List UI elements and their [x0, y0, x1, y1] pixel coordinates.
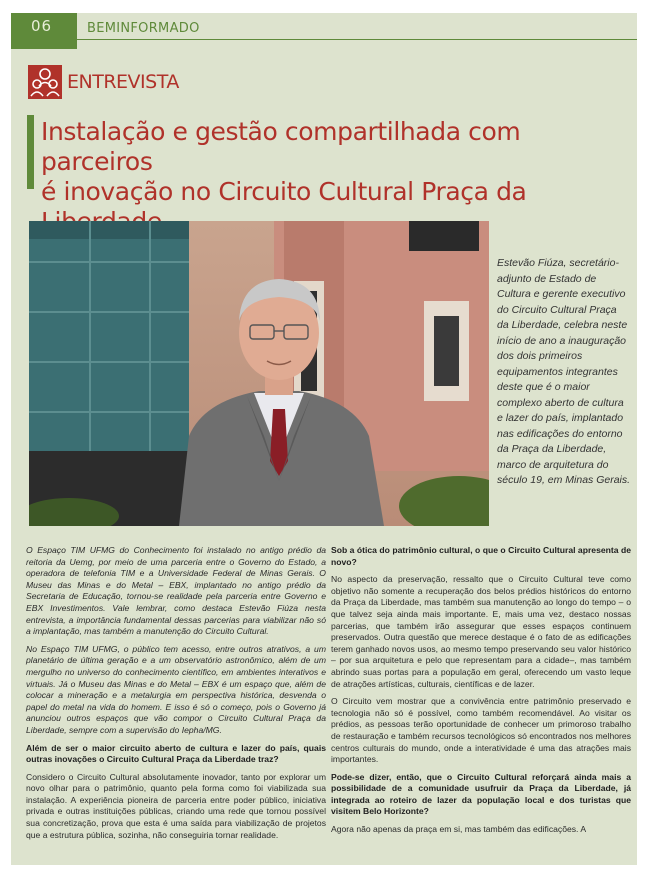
article-column-left: [26, 545, 326, 847]
intro-paragraph-2: No Espaço TIM UFMG, o público tem acesso, entre outros atrativos, a um planetário de última geração e a um observatório astronômico, além de um mergulho no universo do conhecimento científico, em ambientes interativos e virtuais. Já o Museu das Minas e do Metal – EBX é um espaço que, além de colocar a mineração e a metalurgia em perspectiva histórica, desvenda o papel do metal na vida do homem. E isso é só o começo, pois o Governo já anunciou outros espaços que vão compor o Circuito Cultural Praça da Liberdade, sempre com a supervisão do Iepha/MG.: [26, 643, 326, 735]
title-accent-bar: [27, 115, 34, 189]
interview-photo: [29, 221, 489, 526]
interview-answer-2b: O Circuito vem mostrar que a convivência entre patrimônio preservado e tecnologia não só é possível, como também recomendável. Ao visitar os prédios, as pessoas terão oportunidade de conhecer um primoroso trabalho de restauração e também recursos tecnológicos só encontrados nos melhores centros culturais do mundo, onde a interatividade é uma das atrações mais importantes.: [331, 696, 631, 765]
interview-question-2: Sob a ótica do patrimônio cultural, o que o Circuito Cultural apresenta de novo?: [331, 545, 631, 567]
title-line-2: é inovação no Circuito Cultural Praça da: [41, 177, 527, 206]
article-title: [41, 117, 631, 237]
interview-answer-2: No aspecto da preservação, ressalto que o Circuito Cultural teve como objetivo não somente a recuperação dos belos prédios históricos do entorno da Praça da Liberdade, mas também sua manutenção ao longo do tempo – o que talvez seja ainda mais importante. E, mais uma vez, destaco nossas parcerias, que também irão assegurar que esses espaços continuem preservados. Outra questão que merece destaque é o fato de as edificações terem ganhado novos usos, ao mesmo tempo preservando seu valor histórico – por sua arquitetura e pelo que representam para a cidade–, mas também abrindo suas portas para a população em geral, oferecendo um vasto leque de atrações artísticas, culturais, científicas e de lazer.: [331, 574, 631, 689]
magazine-page: [11, 13, 637, 865]
intro-paragraph-1: O Espaço TIM UFMG do Conhecimento foi instalado no antigo prédio da reitoria da Uemg, por meio de uma parceria entre o Governo do Estado, a operadora de telefonia TIM e a Universidade Federal de Minas Gerais. O Museu das Minas e do Metal – EBX, implantado no antigo prédio da Secretaria de Educação, tornou-se realidade pela parceria entre Governo e EBX Investimentos. Vale lembrar, como destaca Estevão Fiúza nesta entrevista, a importância fundamental dessas parcerias para viabilizar não só a implantação, mas também a manutenção do Circuito Cultural.: [26, 545, 326, 637]
people-icon: [28, 65, 62, 99]
interview-question-3: Pode-se dizer, então, que o Circuito Cultural reforçará ainda mais a possibilidade de a comunidade usufruir da Praça da Liberdade, já integrada ao roteiro de lazer da população local e dos turistas que visitem Belo Horizonte?: [331, 771, 631, 817]
article-intro: [26, 545, 326, 737]
article-column-right: [331, 545, 631, 842]
magazine-name: BEMINFORMADO: [87, 21, 200, 36]
title-line-1: Instalação e gestão compartilhada com parceiros: [41, 117, 521, 176]
section-label: ENTREVISTA: [67, 71, 179, 93]
interview-question-1: Além de ser o maior circuito aberto de cultura e lazer do país, quais outras inovações o Circuito Cultural Praça da Liberdade traz?: [26, 742, 326, 765]
page-number-box: [11, 13, 77, 49]
page-number: 06: [31, 17, 53, 35]
photo-caption: Estevão Fiúza, secretário-adjunto de Estado de Cultura e gerente executivo do Circuito Cultural Praça da Liberdade, celebra neste início de ano a inauguração dos dois primeiros equipamentos integrantes deste que é o maior complexo aberto de cultura e lazer do país, implantado nas edificações do entorno da Praça da Liberdade, marco de arquitetura do século 19, em Minas Gerais.: [497, 257, 631, 486]
interview-answer-3: Agora não apenas da praça em si, mas também das edificações. A: [331, 824, 587, 835]
interview-answer-1: Considero o Circuito Cultural absolutamente inovador, tanto por explorar um novo olhar para o patrimônio, quanto pela forma como foi viabilizada sua instalação. A experiência pioneira de parceria entre poder público, iniciativa privada e outras instituições públicas, criando uma rede que tornou possível sua concretização, prova que esta é uma saída para viabilização de projetos que a estrutura pública, sozinha, não conseguiria tornar realidade.: [26, 771, 326, 840]
header-rule: [77, 39, 637, 40]
